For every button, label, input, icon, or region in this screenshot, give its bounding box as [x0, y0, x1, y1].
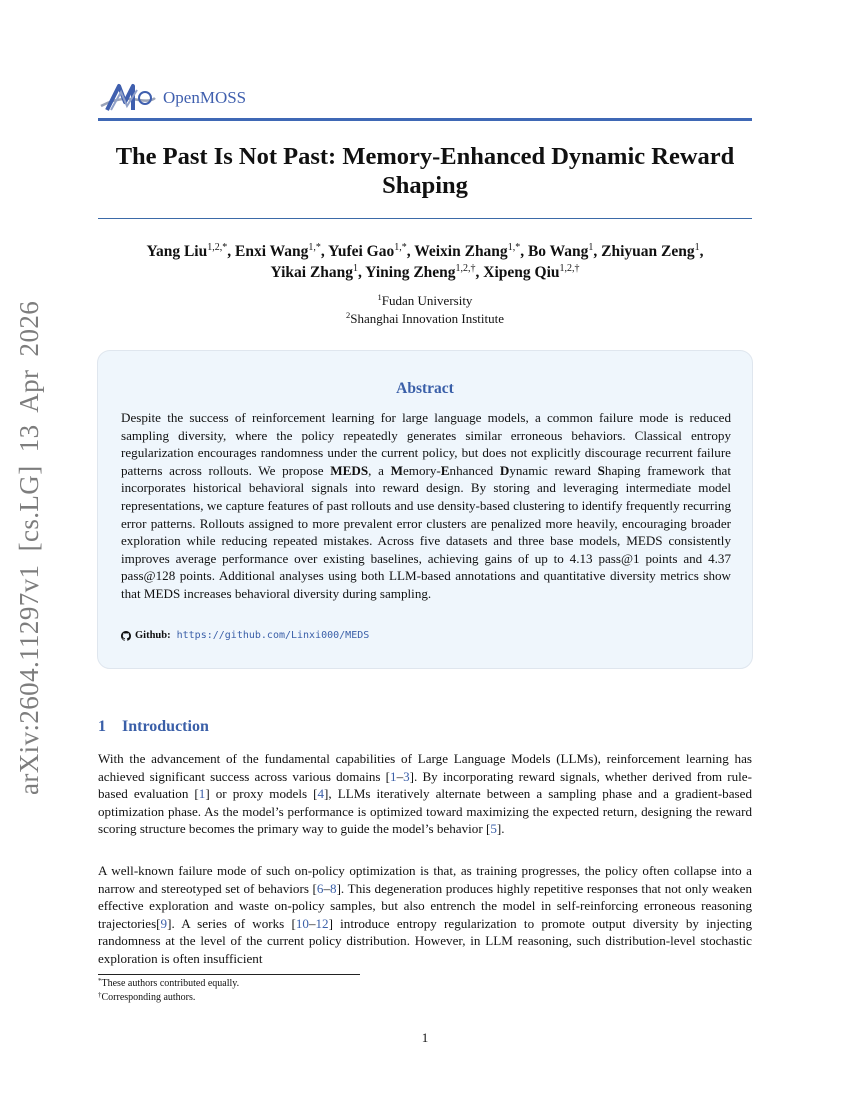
author: Enxi Wang$^{1,*}$ — [234, 242, 321, 260]
citation-link[interactable]: 3 — [403, 768, 410, 784]
citation-link[interactable]: 4 — [317, 786, 325, 802]
header-rule — [98, 118, 752, 121]
section-title: Introduction — [122, 718, 209, 735]
openmoss-logo-icon — [99, 82, 157, 114]
footnote: *These authors contributed equally. — [98, 977, 240, 989]
paper-title: The Past Is Not Past: Memory-Enhanced Dynamic Reward Shaping — [115, 143, 735, 199]
intro-paragraph-1: With the advancement of the fundamental capabilities of Large Language Models (LLMs), reinforcement learning has achieved significant success across various domains [1–3]. By incorporating reward signals, whether derived from rule-based evaluation [1] or proxy models [4], LLMs iteratively alternate between a sampling phase and a gradient-based optimization phase. As the model’s performance is optimized toward maximizing the expected return, designing the reward scoring structure becomes the primary way to guide the model’s behavior [5]. — [98, 751, 752, 837]
abstract-box — [97, 350, 753, 669]
arxiv-identifier-stamp: arXiv:2604.11297v1 [cs.LG] 13 Apr 2026 — [14, 300, 44, 795]
affiliation: $^2$Shanghai Innovation Institute — [345, 309, 505, 326]
affiliations — [98, 292, 752, 327]
author: Weixin Zhang$^{1,*}$ — [414, 242, 521, 260]
citation-link[interactable]: 12 — [315, 915, 329, 931]
author: Yining Zheng$^{1,2,\dagger}$ — [365, 263, 476, 281]
abstract-heading: Abstract — [396, 380, 454, 397]
github-link[interactable]: https://github.com/Linxi000/MEDS — [176, 630, 370, 641]
citation-link[interactable]: 10 — [295, 915, 309, 931]
intro-paragraph-2: A well-known failure mode of such on-policy optimization is that, as training progresses, the policy often collapse into a narrow and stereotyped set of behaviors [6–8]. This degeneration produces highly repetitive responses that not only weaken effective exploration and waste on-policy samples, but also entrench the model in self-reinforcing erroneous reasoning trajectories[9]. A series of works [10–12] introduce entropy regularization to promote output diversity by injecting randomness at the level of the current policy distribution. However, in LLM reasoning, such distribution-level stochastic exploration is often insufficient — [98, 863, 752, 966]
footnote-rule — [98, 974, 360, 975]
citation-link[interactable]: 1 — [198, 786, 206, 802]
logo-text: OpenMOSS — [163, 88, 247, 107]
section-number: 1 — [98, 718, 106, 735]
affiliation: $^1$Fudan University — [377, 292, 473, 308]
author: Bo Wang$^1$ — [527, 242, 594, 260]
github-icon — [121, 631, 131, 641]
citation-link[interactable]: 8 — [330, 880, 337, 896]
citation-link[interactable]: 1 — [390, 768, 397, 784]
section-heading-introduction — [98, 718, 209, 736]
author: Yang Liu$^{1,2,*}$ — [146, 242, 228, 260]
author: Zhiyuan Zeng$^1$ — [601, 242, 700, 260]
citation-link[interactable]: 5 — [490, 821, 497, 837]
footnotes — [98, 977, 239, 1004]
citation-link[interactable]: 9 — [160, 915, 168, 931]
github-line — [121, 630, 369, 641]
github-label: Github: — [135, 630, 171, 641]
page-number: 1 — [421, 1030, 429, 1045]
author: Yikai Zhang$^1$ — [270, 263, 359, 281]
author: Xipeng Qiu$^{1,2,\dagger}$ — [483, 263, 580, 281]
abstract-text: Despite the success of reinforcement learning for large language models, a common failure mode is reduced sampling diversity, where the policy repeatedly generates similar erroneous behaviors. Classical entropy regularization encourages randomness under the current policy, but does not explicitly discourage recurrent failure patterns across rollouts. We propose MEDS, a Memory-Enhanced Dynamic reward Shaping framework that incorporates historical behavioral signals into reward design. By storing and leveraging intermediate model representations, we capture features of past rollouts and use density-based clustering to identify frequently recurring error patterns. Rollouts assigned to more prevalent error clusters are penalized more heavily, encouraging broader exploration while reducing repeated mistakes. Across five datasets and three base models, MEDS consistently improves average performance over existing baselines, achieving gains of up to 4.13 pass@1 points and 4.37 pass@128 points. Additional analyses using both LLM-based annotations and quantitative diversity metrics show that MEDS increases behavioral diversity during sampling. — [121, 410, 731, 601]
citation-link[interactable]: 6 — [316, 880, 324, 896]
title-rule — [98, 218, 752, 219]
author: Yufei Gao$^{1,*}$ — [328, 242, 407, 260]
openmoss-logo — [99, 82, 246, 114]
author-list: Yang Liu$^{1,2,*}$, Enxi Wang$^{1,*}$, Yufei Gao$^{1,*}$, Weixin Zhang$^{1,*}$, Bo Wang$^1$, Zhiyuan Zeng$^1$, Yikai Zhang$^1$, Yining Zheng$^{1,2,\dagger}$, Xipeng Qiu$^{1,2,\dagger}$ — [146, 242, 704, 281]
footnote: †Corresponding authors. — [98, 990, 196, 1003]
